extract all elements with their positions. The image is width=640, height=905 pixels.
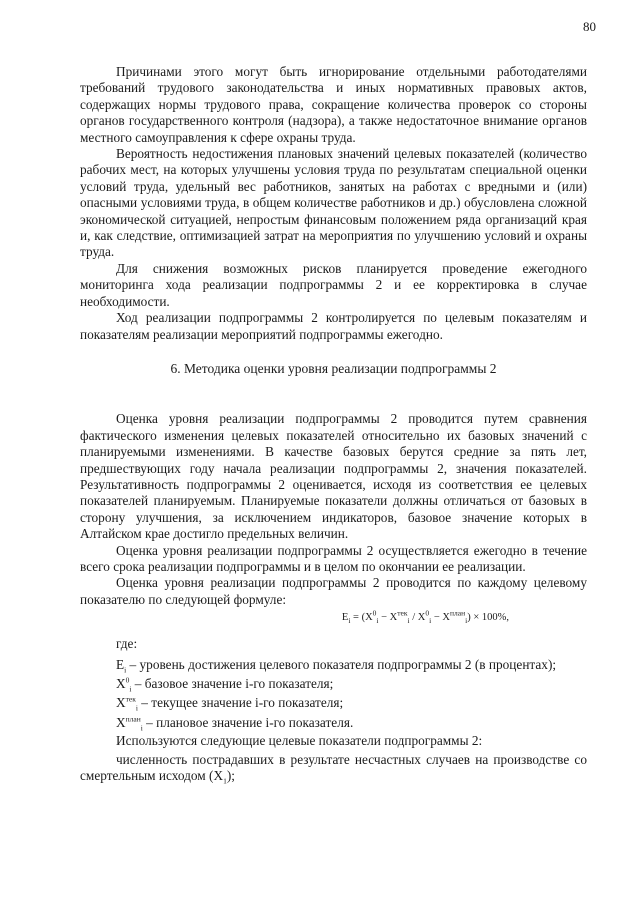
paragraph-probability: Вероятность недостижения плановых значений целевых показателей (количество рабочих мест, на которых улучшены условия труда по результатам специальной оценки условий труда, удельный вес работников, занятых на работах с вредными и (или) опасными условиями труда, в общем количестве работников и др.) обусловлена сложной экономической ситуацией, непростым финансовым положением ряда организаций края и, как следствие, оптимизацией затрат на мероприятия по улучшению условий и охраны труда.	[80, 146, 587, 260]
definition-xplan: $X^{план}_i$ – плановое значение i-го показателя.	[116, 714, 354, 733]
definition-ei: $E_i$ – уровень достижения целевого показателя подпрограммы 2 (в процентах);	[116, 656, 557, 675]
document-body	[80, 64, 587, 784]
paragraph-monitoring: Ход реализации подпрограммы 2 контролируется по целевым показателям и показателям реализации мероприятий подпрограммы ежегодно.	[80, 310, 587, 342]
paragraph-method-overview: Оценка уровня реализации подпрограммы 2 проводится путем сравнения фактического изменения целевых показателей относительно их базовых значений с планируемыми изменениями. В качестве базовых берутся средние за пять лет, предшествующих году начала реализации подпрограммы 2, значения показателей. Результативность подпрограммы 2 оценивается, исходя из соответствия ее целевых показателей планируемым. Планируемые показатели должны отличаться от базовых в сторону улучшения, за исключением индикаторов, базовое значение которых в Алтайском крае достигло предельных величин.	[80, 411, 587, 542]
section-heading: 6. Методика оценки уровня реализации подпрограммы 2	[170, 360, 497, 376]
indicator-1: численность пострадавших в результате несчастных случаев на производстве со смертельным исходом $(X_1)$;	[80, 751, 587, 786]
paragraph-method-formula-intro: Оценка уровня реализации подпрограммы 2 проводится по каждому целевому показателю по следующей формуле:	[80, 575, 587, 607]
definition-x0: $X^0_i$ – базовое значение i-го показателя;	[116, 675, 334, 694]
page-number: 80	[583, 19, 596, 34]
where-label: где:	[116, 636, 138, 652]
paragraph-risk-mitigation: Для снижения возможных рисков планируется проведение ежегодного мониторинга хода реализации подпрограммы 2 и ее корректировка в случае необходимости.	[80, 260, 587, 309]
definition-xtek: $X^{тек}_i$ – текущее значение i-го показателя;	[116, 694, 344, 714]
indicators-intro: Используются следующие целевые показатели подпрограммы 2:	[116, 733, 483, 749]
formula: $E_i = (X^0_i - X^{тек}_i / X^0_i - X^{план}_i) \times 100\%$,	[341, 608, 509, 626]
paragraph-causes: Причинами этого могут быть игнорирование отдельными работодателями требований трудового законодательства и иных нормативных правовых актов, содержащих нормы трудового права, сокращение количества проверок со стороны органов государственного контроля (надзора), а также недостаточное внимание органов местного самоуправления к сфере охраны труда.	[80, 64, 587, 145]
paragraph-method-frequency: Оценка уровня реализации подпрограммы 2 осуществляется ежегодно в течение всего срока реализации подпрограммы и в целом по окончании ее реализации.	[80, 542, 587, 574]
